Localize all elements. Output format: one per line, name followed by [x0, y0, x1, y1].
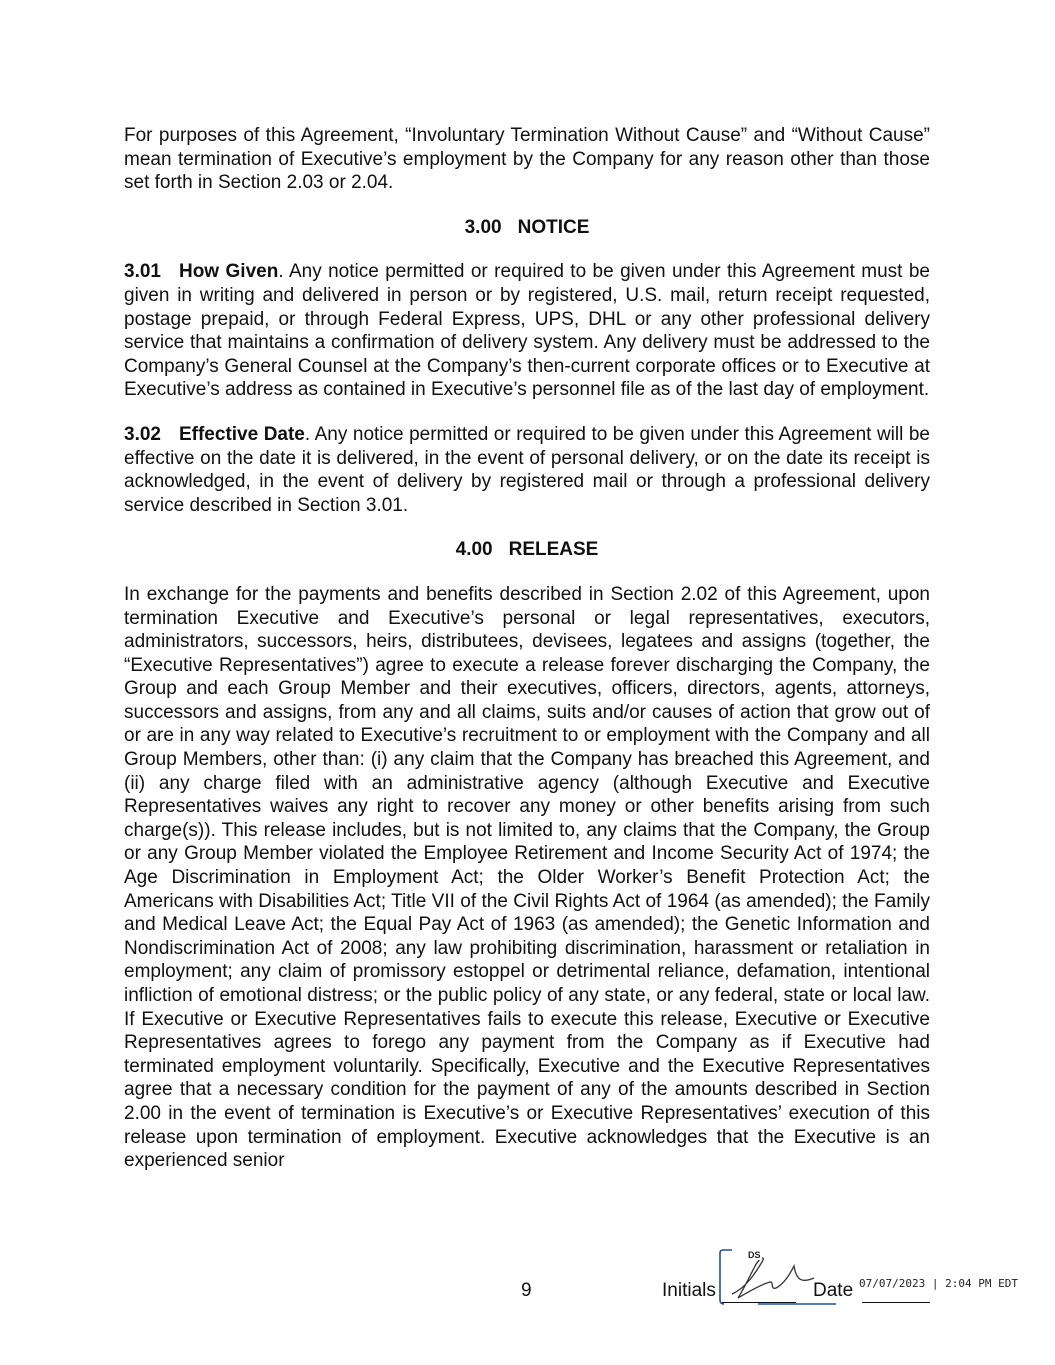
subsection-title: Effective Date: [178, 423, 305, 445]
section-title: NOTICE: [517, 216, 590, 238]
date-stamp: 07/07/2023 | 2:04 PM EDT: [859, 1277, 1018, 1290]
subsection-number: 3.02: [124, 423, 161, 445]
section-title: RELEASE: [508, 539, 599, 561]
page-footer: [0, 1250, 1055, 1320]
section-3-02: [124, 423, 930, 517]
signature-scribble: [732, 1258, 814, 1298]
subsection-text: . Any notice permitted or required to be given under this Agreement will be effective on the date it is delivered, in the event of personal delivery, or on the date its receipt is acknowledged, in the event of delivery by registered mail or through a professional delivery service described in Section 3.01.: [124, 423, 930, 516]
subsection-text: . Any notice permitted or required to be given under this Agreement must be given in writing and delivered in person or by registered, U.S. mail, return receipt requested, postage prepaid, or through Federal Express, UPS, DHL or any other professional delivery service that maintains a confirmation of delivery system. Any delivery must be addressed to the Company’s General Counsel at the Company’s then-current corporate offices or to Executive at Executive’s address as contained in Executive’s personnel file as of the last day of employment.: [124, 261, 930, 401]
docusign-tag: DS: [748, 1250, 761, 1260]
subsection-title: How Given: [178, 261, 279, 283]
date-label: Date: [813, 1280, 854, 1301]
intro-paragraph: For purposes of this Agreement, “Involuntary Termination Without Cause” and “Without Cause” mean termination of Executive’s employment by the Company for any reason other than those set forth in Section 2.03 or 2.04.: [124, 125, 930, 194]
initials-line: [722, 1302, 796, 1303]
section-number: 3.00: [464, 216, 502, 238]
subsection-number: 3.01: [124, 261, 161, 283]
release-paragraph: In exchange for the payments and benefits described in Section 2.02 of this Agreement, upon termination Executive and Executive’s personal or legal representatives, executors, administrators, successors, heirs, distributees, devisees, legatees and assigns (together, the “Executive Representatives”) agree to execute a release forever discharging the Company, the Group and each Group Member and their executives, officers, directors, agents, attorneys, successors and assigns, from any and all claims, suits and/or causes of action that grow out of or are in any way related to Executive’s recruitment to or employment with the Company and all Group Members, other than: (i) any claim that the Company has breached this Agreement, and (ii) any charge filed with an administrative agency (although Executive and Executive Representatives waives any right to recover any money or other benefits arising from such charge(s)). This release includes, but is not limited to, any claims that the Company, the Group or any Group Member violated the Employee Retirement and Income Security Act of 1974; the Age Discrimination in Employment Act; the Older Worker’s Benefit Protection Act; the Americans with Disabilities Act; Title VII of the Civil Rights Act of 1964 (as amended); the Family and Medical Leave Act; the Equal Pay Act of 1963 (as amended); the Genetic Information and Nondiscrimination Act of 2008; any law prohibiting discrimination, harassment or retaliation in employment; any claim of promissory estoppel or detrimental reliance, defamation, intentional infliction of emotional distress; or the public policy of any state, or any federal, state or local law. If Executive or Executive Representatives fails to execute this release, Executive or Executive Representatives agrees to forego any payment from the Company as if Executive had terminated employment voluntarily. Specifically, Executive and the Executive Representatives agree that a necessary condition for the payment of any of the amounts described in Section 2.00 in the event of termination is Executive’s or Executive Representatives’ execution of this release upon termination of employment. Executive acknowledges that the Executive is an experienced senior: [124, 583, 930, 1172]
section-number: 4.00: [455, 539, 493, 561]
date-line: [862, 1302, 930, 1303]
section-heading-notice: [124, 216, 930, 240]
document-body: [124, 124, 930, 1194]
initials-label: Initials: [662, 1280, 716, 1301]
section-3-01: [124, 260, 930, 402]
page-number: 9: [521, 1280, 532, 1301]
section-heading-release: [124, 538, 930, 562]
